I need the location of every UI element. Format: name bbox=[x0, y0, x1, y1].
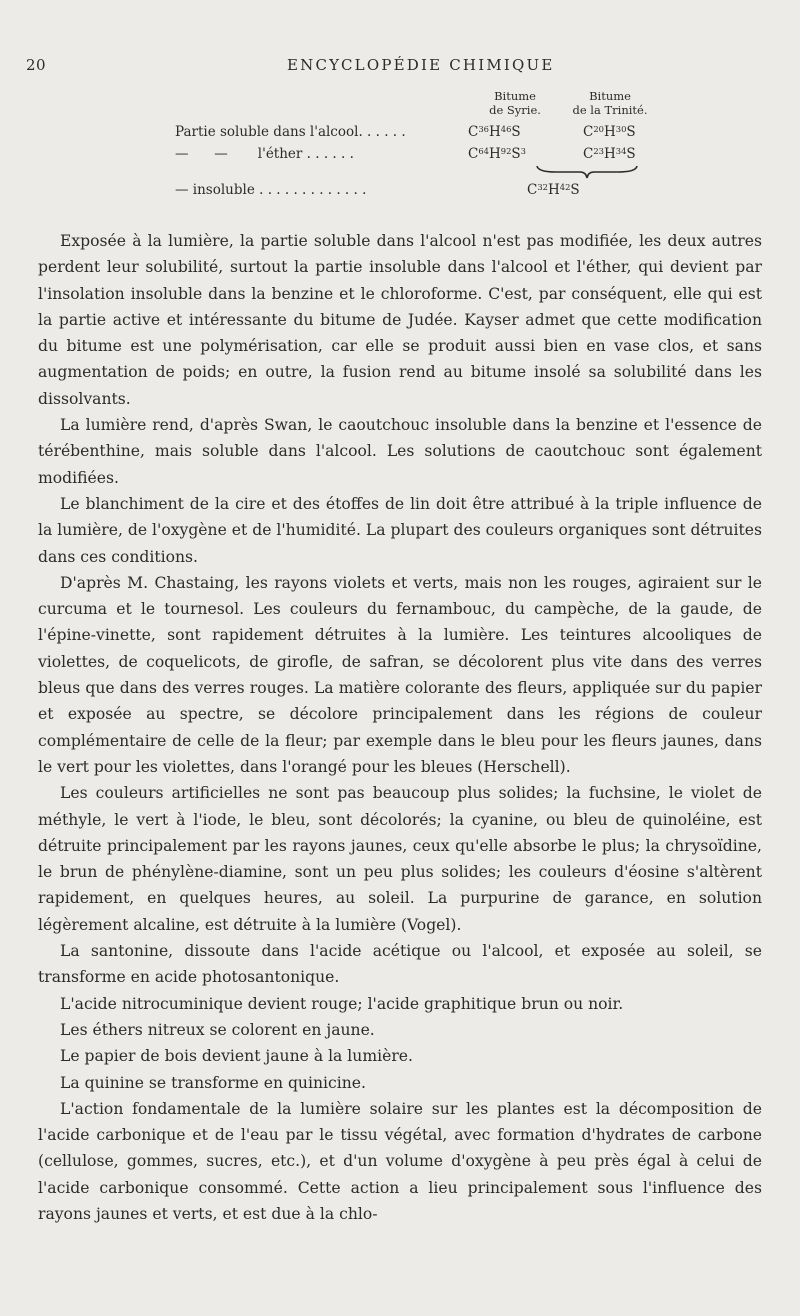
table-col-header-syrie bbox=[470, 89, 560, 117]
table-cell-formula bbox=[527, 182, 580, 198]
formula-part: H bbox=[547, 182, 560, 198]
body-text bbox=[38, 228, 762, 1227]
formula-sup: 3 bbox=[520, 146, 526, 157]
table-cell-formula bbox=[468, 146, 526, 162]
formula-sup: 30 bbox=[615, 124, 627, 135]
col-header-line: de la Trinité. bbox=[572, 103, 648, 117]
formula-sup: 42 bbox=[559, 182, 571, 193]
formula-part: H bbox=[603, 146, 616, 162]
paragraph: Le papier de bois devient jaune à la lumière. bbox=[60, 1047, 413, 1066]
table-col-header-trinite bbox=[560, 89, 660, 117]
page-number: 20 bbox=[26, 56, 47, 74]
paragraph: L'acide nitrocuminique devient rouge; l'acide graphitique brun ou noir. bbox=[60, 994, 624, 1013]
table-row-label: — insoluble . . . . . . . . . . . . . bbox=[175, 182, 367, 198]
formula-sup: 34 bbox=[615, 146, 627, 157]
formula-part: S bbox=[511, 124, 521, 140]
paragraph: Les éthers nitreux se colorent en jaune. bbox=[60, 1020, 375, 1039]
paragraph: La quinine se transforme en quinicine. bbox=[60, 1073, 366, 1092]
formula-sup: 92 bbox=[500, 146, 512, 157]
paragraph: Les couleurs artificielles ne sont pas beaucoup plus solides; la fuchsine, le violet de méthyle, le vert à l'iode, le bleu, sont décolorés; la cyanine, ou bleu de quinoléine, est détruite principalement par les rayons jaunes, ceux qu'elle absorbe le plus; la chrysoïdine, le brun de phénylène-diamine, sont un peu plus solides; les couleurs d'éosine s'altèrent rapidement, en quelques heures, au soleil. La purpurine de garance, en solution légèrement alcaline, est détruite à la lumière (Vogel). bbox=[38, 784, 762, 934]
formula-part: C bbox=[583, 146, 594, 162]
paragraph: D'après M. Chastaing, les rayons violets et verts, mais non les rouges, agiraient sur le curcuma et le tournesol. Les couleurs du fernambouc, du campèche, de la gaude, de l'épine-vinette, sont rapidement détruites à la lumière. Les teintures alcooliques de violettes, de coquelicots, de girofle, de safran, se décolorent plus vite dans des verres bleus que dans des verres rouges. La matière colorante des fleurs, appliquée sur du papier et exposée au spectre, se décolore principalement dans les régions de couleur complémentaire de celle de la fleur; par exemple dans le bleu pour les fleurs jaunes, dans le vert pour les violettes, dans l'orangé pour les bleues (Herschell). bbox=[38, 573, 762, 776]
paragraph: Exposée à la lumière, la partie soluble dans l'alcool n'est pas modifiée, les deux autres perdent leur solubilité, surtout la partie insoluble dans l'alcool et l'éther, qui devient par l'insolation insoluble dans la benzine et le chloroforme. C'est, par conséquent, elle qui est la partie active et intéressante du bitume de Judée. Kayser admet que cette modification du bitume est une polymérisation, car elle se produit aussi bien en vase clos, et sans augmentation de poids; en outre, la fusion rend au bitume insolé sa solubilité dans les dissolvants. bbox=[38, 232, 762, 408]
composition-table bbox=[0, 86, 800, 196]
formula-sup: 23 bbox=[593, 146, 604, 157]
formula-sup: 36 bbox=[478, 124, 489, 135]
table-row-label: — — l'éther . . . . . . bbox=[175, 146, 354, 162]
formula-part: S bbox=[570, 182, 580, 198]
col-header-line: Bitume bbox=[589, 89, 631, 103]
formula-part: H bbox=[603, 124, 616, 140]
formula-sup: 32 bbox=[537, 182, 548, 193]
formula-sup: 46 bbox=[500, 124, 512, 135]
formula-part: H bbox=[488, 146, 501, 162]
table-row-label: Partie soluble dans l'alcool. . . . . . bbox=[175, 124, 406, 140]
col-header-line: Bitume bbox=[494, 89, 536, 103]
running-title: ENCYCLOPÉDIE CHIMIQUE bbox=[287, 56, 555, 74]
formula-part: H bbox=[488, 124, 501, 140]
paragraph: L'action fondamentale de la lumière solaire sur les plantes est la décomposition de l'acide carbonique et de l'eau par le tissu végétal, avec formation d'hydrates de carbone (cellulose, gommes, sucres, etc.), et d'un volume d'oxygène à peu près égal à celui de l'acide carbonique consommé. Cette action a lieu principalement sous l'influence des rayons jaunes et verts, et est due à la chlo- bbox=[38, 1099, 762, 1223]
paragraph: La lumière rend, d'après Swan, le caoutchouc insoluble dans la benzine et l'essence de térébenthine, mais soluble dans l'alcool. Les solutions de caoutchouc sont également modifiées. bbox=[38, 416, 762, 487]
formula-part: S bbox=[511, 146, 521, 162]
table-cell-formula bbox=[583, 146, 636, 162]
formula-sup: 64 bbox=[478, 146, 489, 157]
formula-part: C bbox=[527, 182, 538, 198]
formula-part: S bbox=[626, 124, 636, 140]
formula-part: S bbox=[626, 146, 636, 162]
table-cell-formula bbox=[468, 124, 521, 140]
formula-part: C bbox=[583, 124, 594, 140]
paragraph: La santonine, dissoute dans l'acide acétique ou l'alcool, et exposée au soleil, se transforme en acide photosantonique. bbox=[38, 942, 762, 987]
col-header-line: de Syrie. bbox=[489, 103, 541, 117]
formula-part: C bbox=[468, 124, 479, 140]
table-cell-formula bbox=[583, 124, 636, 140]
formula-part: C bbox=[468, 146, 479, 162]
formula-sup: 20 bbox=[593, 124, 604, 135]
curly-brace-icon bbox=[536, 165, 638, 179]
paragraph: Le blanchiment de la cire et des étoffes de lin doit être attribué à la triple influence de la lumière, de l'oxygène et de l'humidité. La plupart des couleurs organiques sont détruites dans ces conditions. bbox=[38, 494, 762, 566]
